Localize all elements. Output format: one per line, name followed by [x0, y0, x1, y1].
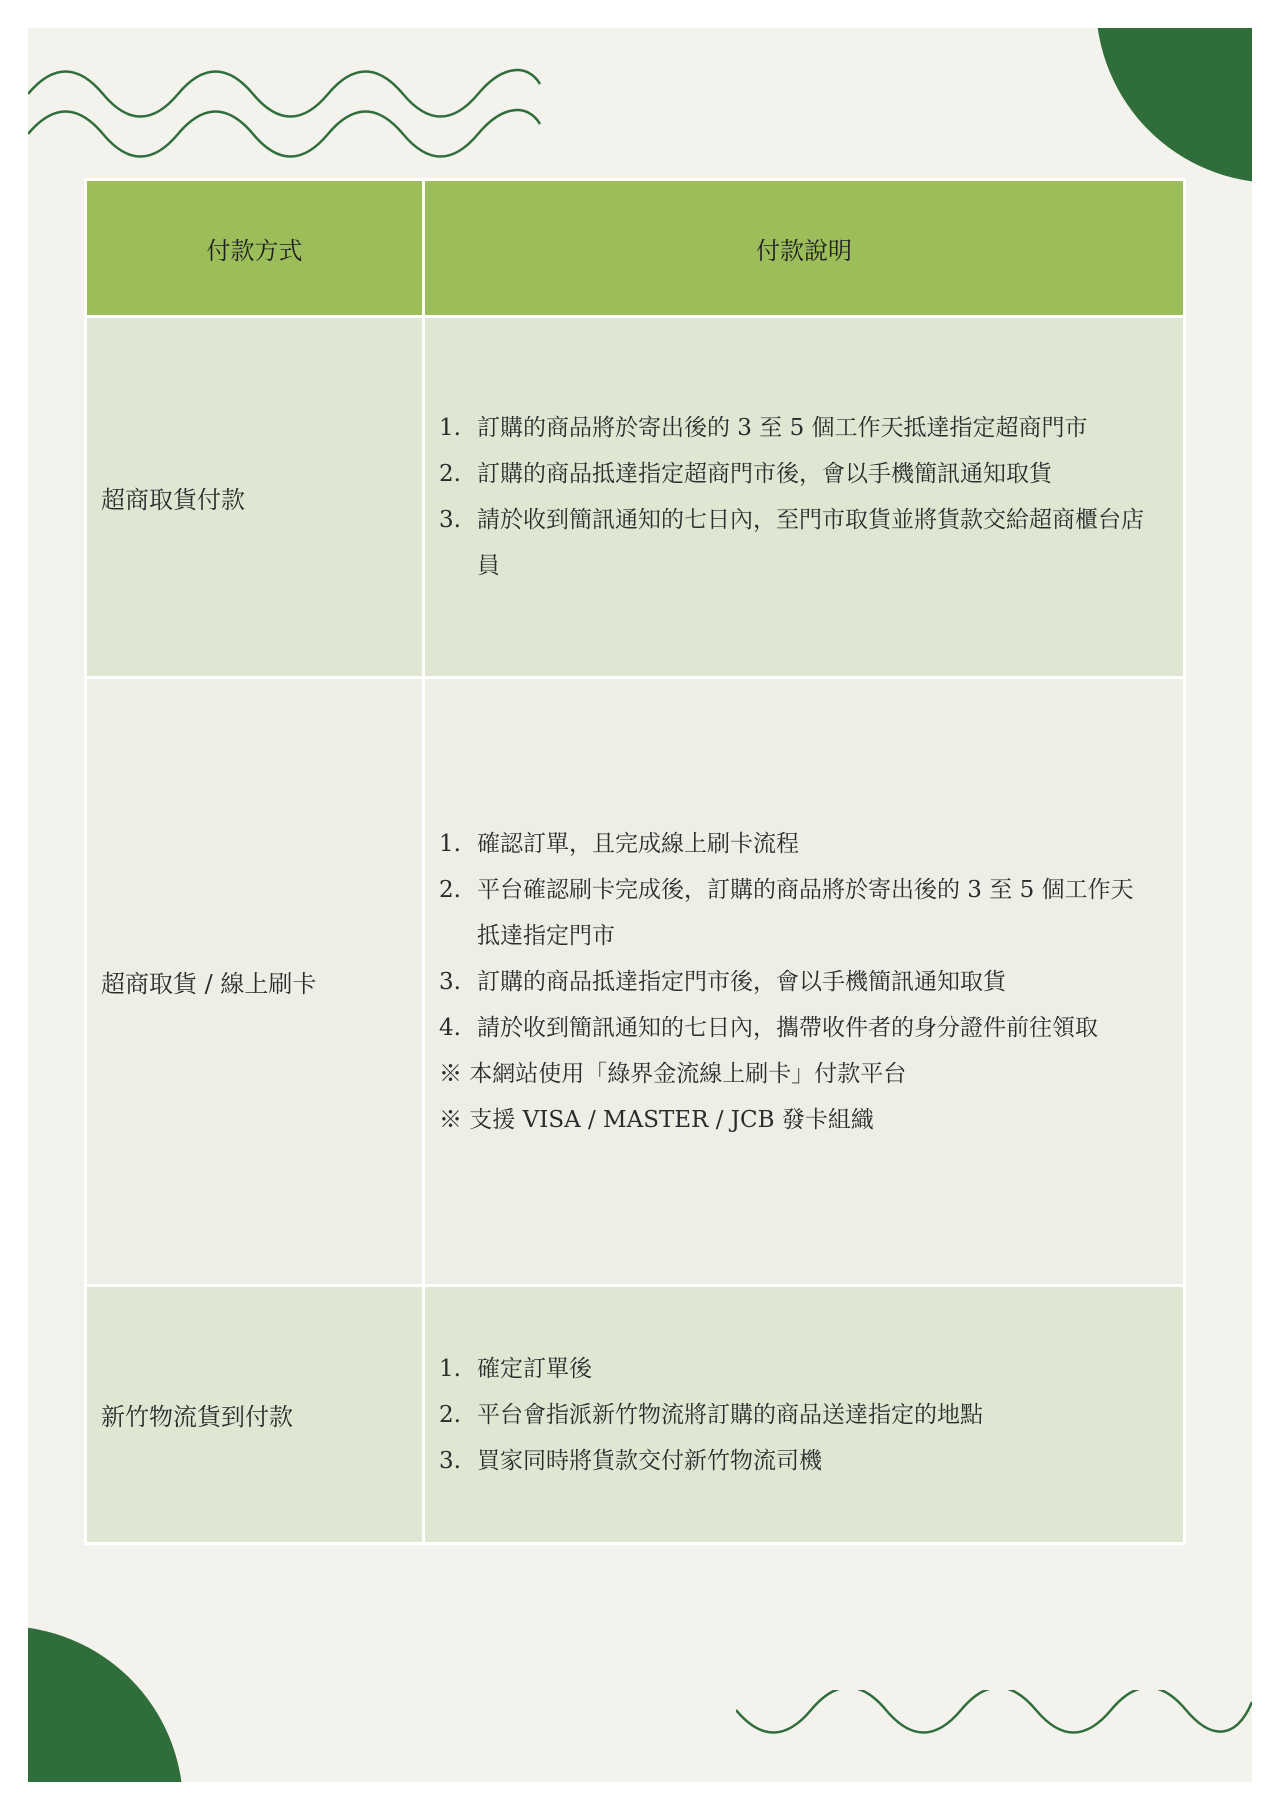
decorative-waves-bottom [736, 1690, 1252, 1770]
payment-method-cell: 超商取貨 / 線上刷卡 [86, 678, 424, 1286]
step-text: 訂購的商品將於寄出後的 3 至 5 個工作天抵達指定超商門市 [477, 415, 1088, 441]
step-text: 買家同時將貨款交付新竹物流司機 [477, 1447, 822, 1474]
header-payment-description: 付款說明 [424, 180, 1185, 317]
step-number: 1. [439, 1355, 461, 1382]
step-number: 1. [439, 415, 461, 441]
payment-methods-table [84, 178, 1186, 1545]
payment-note: ※ 本網站使用「綠界金流線上刷卡」付款平台 [439, 1060, 907, 1087]
step-number: 3. [439, 1447, 461, 1474]
document-page [28, 28, 1252, 1782]
step-number: 2. [439, 461, 461, 487]
list-item [439, 405, 1153, 451]
step-text: 請於收到簡訊通知的七日內，至門市取貨並將貨款交給超商櫃台店員 [477, 507, 1144, 579]
step-number: 3. [439, 507, 461, 533]
list-item [439, 497, 1153, 589]
list-item [439, 1392, 1153, 1438]
step-number: 1. [439, 830, 461, 857]
decorative-circle-bottom-left [28, 1626, 183, 1782]
step-number: 4. [439, 1014, 461, 1041]
list-item [439, 867, 1153, 959]
step-list [439, 1346, 1153, 1484]
step-number: 3. [439, 968, 461, 995]
list-item [439, 451, 1153, 497]
payment-description-cell [424, 1286, 1185, 1544]
step-number: 2. [439, 876, 461, 903]
payment-note: ※ 支援 VISA / MASTER / JCB 發卡組織 [439, 1106, 874, 1133]
payment-method-cell: 新竹物流貨到付款 [86, 1286, 424, 1544]
payment-description-cell [424, 317, 1185, 678]
step-list [439, 821, 1153, 1051]
step-text: 確認訂單，且完成線上刷卡流程 [477, 830, 799, 857]
decorative-waves-top [28, 56, 548, 176]
payment-description-cell [424, 678, 1185, 1286]
step-text: 確定訂單後 [477, 1355, 592, 1382]
step-text: 平台確認刷卡完成後，訂購的商品將於寄出後的 3 至 5 個工作天抵達指定門市 [477, 876, 1134, 949]
table-row [86, 1286, 1185, 1544]
list-item [439, 959, 1153, 1005]
step-number: 2. [439, 1401, 461, 1428]
payment-method-cell: 超商取貨付款 [86, 317, 424, 678]
table-row [86, 678, 1185, 1286]
step-text: 平台會指派新竹物流將訂購的商品送達指定的地點 [477, 1401, 983, 1428]
list-item [439, 1346, 1153, 1392]
list-item [439, 1005, 1153, 1051]
step-list [439, 405, 1153, 589]
table-header-row [86, 180, 1185, 317]
step-text: 訂購的商品抵達指定超商門市後，會以手機簡訊通知取貨 [477, 461, 1052, 487]
step-text: 訂購的商品抵達指定門市後，會以手機簡訊通知取貨 [477, 968, 1006, 995]
header-payment-method: 付款方式 [86, 180, 424, 317]
decorative-circle-top-right [1096, 28, 1252, 183]
list-item [439, 1438, 1153, 1484]
list-item [439, 821, 1153, 867]
step-text: 請於收到簡訊通知的七日內，攜帶收件者的身分證件前往領取 [477, 1014, 1098, 1041]
table-row [86, 317, 1185, 678]
